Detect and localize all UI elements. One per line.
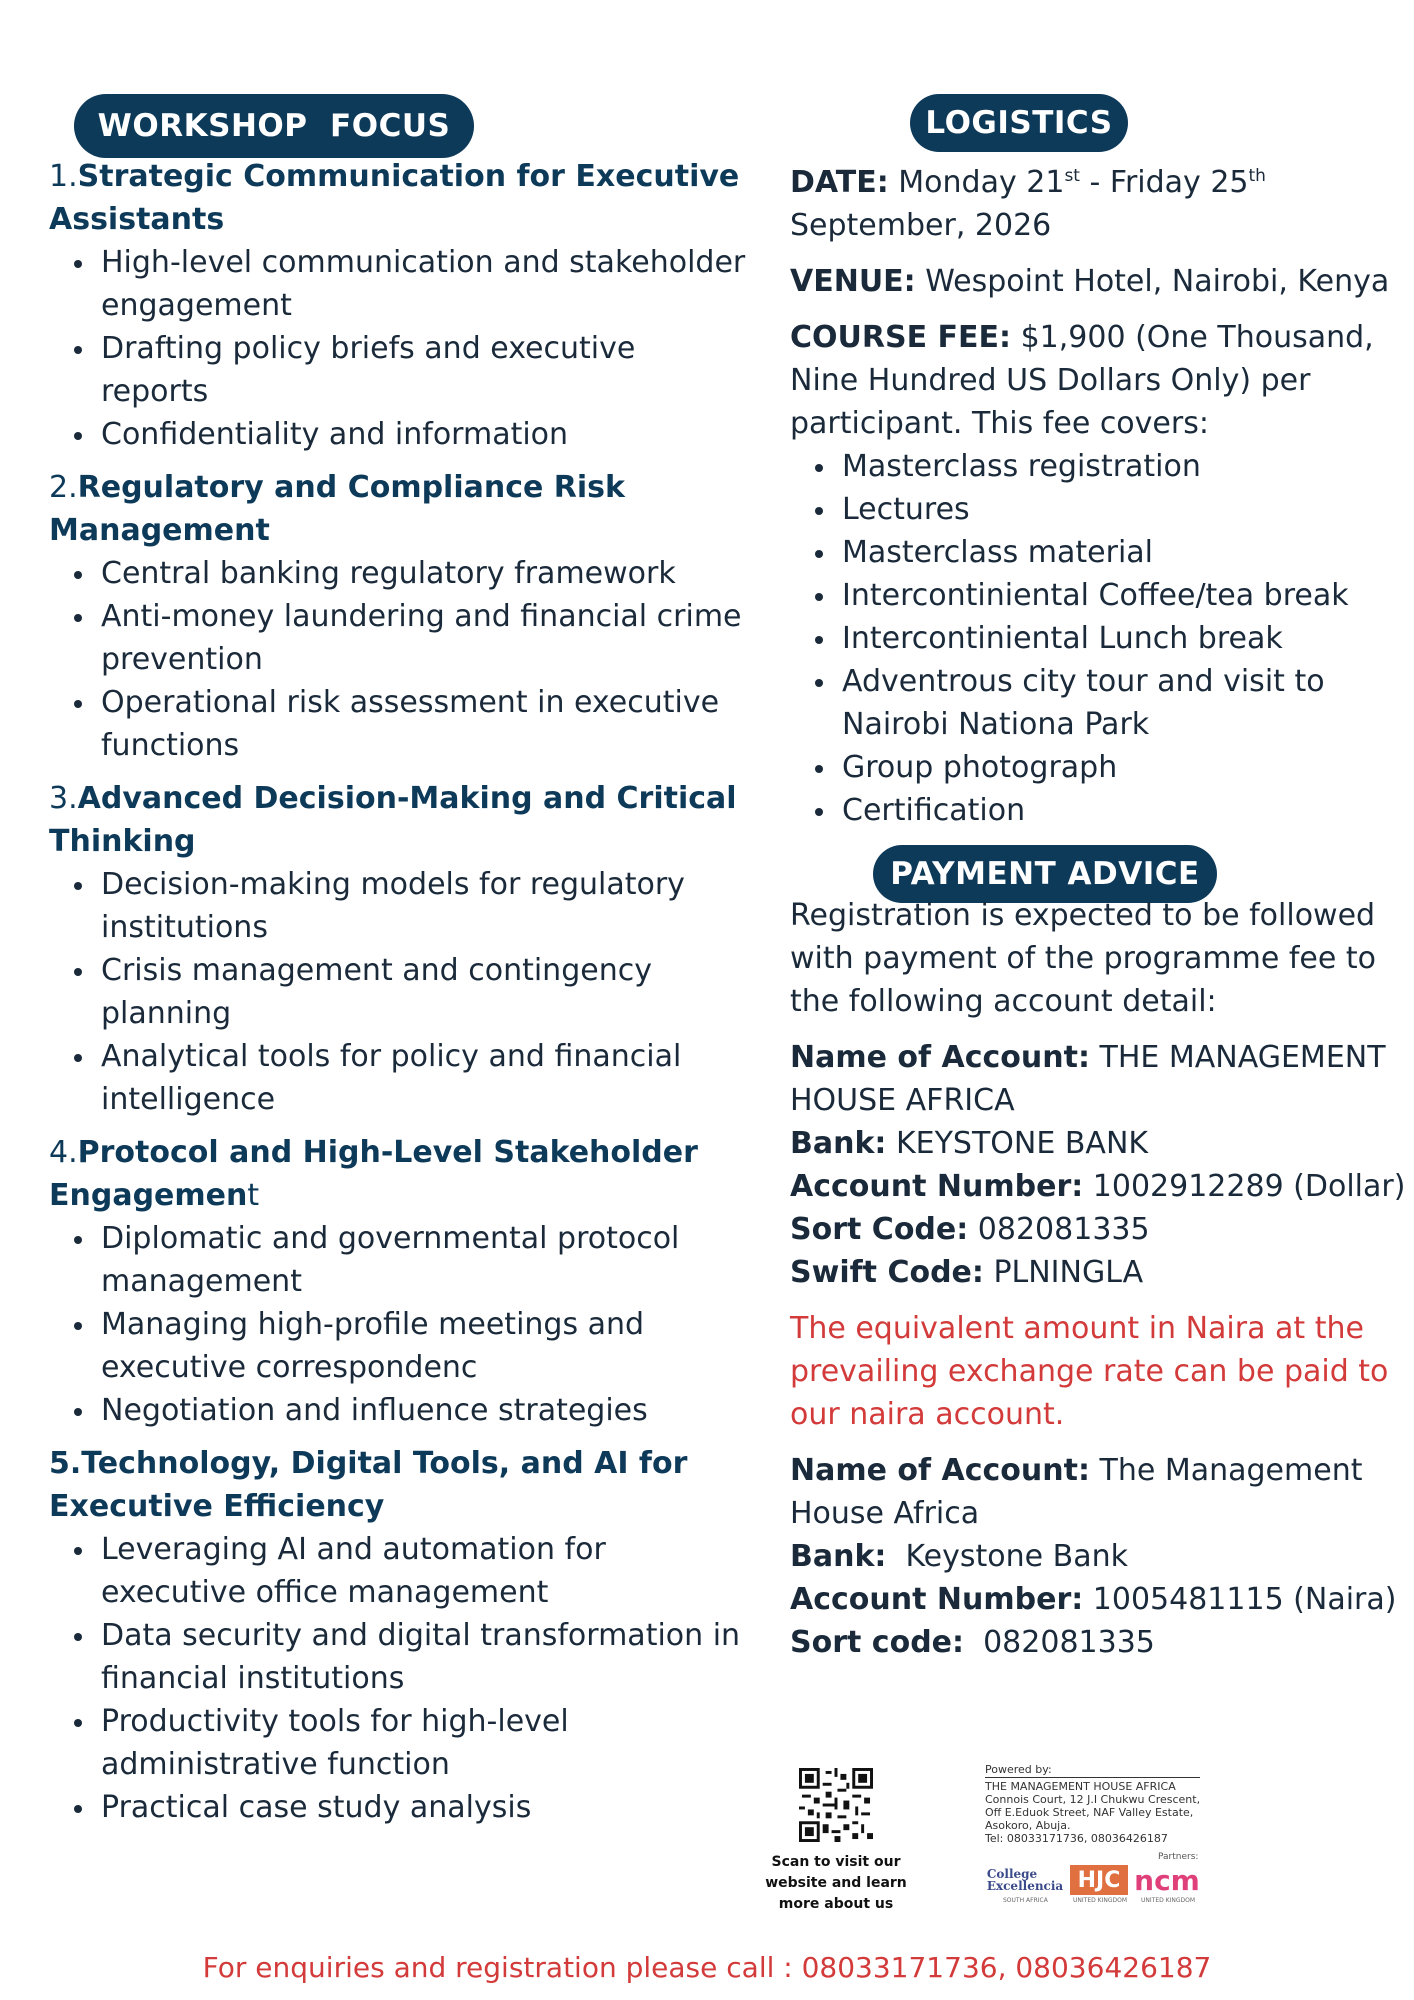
powered-by-block xyxy=(985,1763,1215,1845)
account-number-label: Account Number: xyxy=(790,1582,1084,1617)
date-label: DATE: xyxy=(790,165,889,200)
list-item: Lectures xyxy=(790,488,1395,531)
bank-line xyxy=(790,1535,1395,1578)
section-title-text: Advanced Decision-Making and Critical Thinking xyxy=(49,781,737,859)
sort-code-line xyxy=(790,1208,1395,1251)
company-address-line: Connois Court, 12 J.I Chukwu Crescent, xyxy=(985,1793,1201,1806)
list-item: Negotiation and influence strategies xyxy=(49,1389,749,1432)
company-address-line: Off E.Eduok Street, NAF Valley Estate, xyxy=(985,1806,1194,1819)
section-number: 4. xyxy=(49,1135,78,1170)
list-item: Operational risk assessment in executive functions xyxy=(49,681,749,767)
bank-value: KEYSTONE BANK xyxy=(895,1126,1149,1161)
date-start-suffix: st xyxy=(1064,166,1080,186)
sort-code-value: 082081335 xyxy=(977,1212,1150,1247)
list-item: Productivity tools for high-level administrative function xyxy=(49,1700,749,1786)
focus-section-title xyxy=(49,155,749,241)
partners-label: Partners: xyxy=(1158,1852,1199,1862)
hjc-logo: HJC xyxy=(1070,1865,1128,1895)
list-item: Drafting policy briefs and executive reports xyxy=(49,327,749,413)
focus-section-2 xyxy=(49,466,749,767)
qr-block xyxy=(760,1768,912,1915)
divider xyxy=(985,1777,1200,1778)
venue-label: VENUE: xyxy=(790,264,916,299)
swift-code-value: PLNINGLA xyxy=(993,1255,1144,1290)
partners-block xyxy=(985,1852,1220,1904)
focus-list xyxy=(49,1528,749,1829)
sort-code-line xyxy=(790,1621,1395,1664)
date-start: Monday 21 xyxy=(898,165,1065,200)
list-item: Intercontiniental Coffee/tea break xyxy=(790,574,1395,617)
focus-list xyxy=(49,863,749,1121)
section-title-text: Regulatory and Compliance Risk Management xyxy=(49,470,625,548)
focus-section-4 xyxy=(49,1131,749,1432)
logistics-column xyxy=(790,155,1406,1677)
logistics-heading: LOGISTICS xyxy=(910,94,1128,152)
ncm-logo: ncm xyxy=(1134,1863,1200,1897)
naira-note: The equivalent amount in Naira at the prevailing exchange rate can be paid to our naira account. xyxy=(790,1311,1389,1432)
list-item: Crisis management and contingency planning xyxy=(49,949,749,1035)
date-line xyxy=(790,155,1395,247)
venue-value: Wespoint Hotel, Nairobi, Kenya xyxy=(925,264,1390,299)
powered-by-label: Powered by: xyxy=(985,1763,1052,1776)
list-item: Anti-money laundering and financial crime prevention xyxy=(49,595,749,681)
list-item: Decision-making models for regulatory institutions xyxy=(49,863,749,949)
college-excellencia-logo: College Excellencia xyxy=(986,1867,1064,1893)
account-name-line xyxy=(790,1449,1395,1535)
partner-country: SOUTH AFRICA xyxy=(1003,1897,1048,1904)
partner-country: UNITED KINGDOM xyxy=(1073,1897,1127,1904)
focus-section-title xyxy=(49,777,749,863)
account-number-label: Account Number: xyxy=(790,1169,1084,1204)
date-end-suffix: th xyxy=(1248,166,1266,186)
swift-code-line xyxy=(790,1251,1395,1294)
list-item: Leveraging AI and automation for executive office management xyxy=(49,1528,749,1614)
section-number: 5. xyxy=(49,1446,82,1481)
focus-section-title xyxy=(49,466,749,552)
focus-section-5 xyxy=(49,1442,749,1829)
qr-caption: Scan to visit our website and learn more about us xyxy=(765,1854,907,1912)
fee-line xyxy=(790,316,1395,445)
payment-advice-heading: PAYMENT ADVICE xyxy=(873,845,1217,903)
section-title-text: Strategic Communication for Executive Assistants xyxy=(49,159,740,237)
focus-list xyxy=(49,241,749,456)
account-name-value: THE MANAGEMENT HOUSE AFRICA xyxy=(790,1040,1386,1118)
sort-code-label: Sort code: xyxy=(790,1625,965,1660)
bank-value: Keystone Bank xyxy=(905,1539,1128,1574)
bank-label: Bank: xyxy=(790,1539,887,1574)
list-item: Confidentiality and information xyxy=(49,413,749,456)
account-name-label: Name of Account: xyxy=(790,1453,1090,1488)
venue-line xyxy=(790,260,1395,303)
workshop-focus-heading-text: WORKSHOP FOCUS xyxy=(97,108,451,144)
focus-section-title xyxy=(49,1131,749,1217)
account-number-line xyxy=(790,1578,1395,1621)
section-number: 3. xyxy=(49,781,78,816)
list-item: Data security and digital transformation in financial institutions xyxy=(49,1614,749,1700)
focus-section-1 xyxy=(49,155,749,456)
swift-code-label: Swift Code: xyxy=(790,1255,984,1290)
section-title-tail: t xyxy=(247,1178,260,1213)
sort-code-value: 082081335 xyxy=(983,1625,1155,1660)
workshop-focus-column xyxy=(49,155,749,1839)
list-item: Analytical tools for policy and financial intelligence xyxy=(49,1035,749,1121)
list-item: Central banking regulatory framework xyxy=(49,552,749,595)
section-title-text: Technology, Digital Tools, and AI for Executive Efficiency xyxy=(49,1446,688,1524)
naira-account-details xyxy=(790,1449,1395,1664)
list-item: Masterclass registration xyxy=(790,445,1395,488)
list-item: Masterclass material xyxy=(790,531,1395,574)
date-year: September, 2026 xyxy=(790,208,1052,243)
account-name-line xyxy=(790,1036,1395,1122)
account-number-value: 1005481115 (Naira) xyxy=(1092,1582,1397,1617)
list-item: Adventrous city tour and visit to Nairobi Nationa Park xyxy=(790,660,1395,746)
payment-intro: Registration is expected to be followed with payment of the programme fee to the following account detail: xyxy=(790,898,1376,1019)
account-number-line xyxy=(790,1165,1406,1208)
account-name-value: The Management House Africa xyxy=(790,1453,1363,1531)
account-number-value: 1002912289 (Dollar) xyxy=(1092,1169,1406,1204)
company-phone-line: Tel: 08033171736, 08036426187 xyxy=(985,1832,1168,1845)
company-address-line: Asokoro, Abuja. xyxy=(985,1819,1071,1832)
sort-code-label: Sort Code: xyxy=(790,1212,969,1247)
section-title-text: Protocol and High-Level Stakeholder Engagemen xyxy=(49,1135,698,1213)
list-item: High-level communication and stakeholder engagement xyxy=(49,241,749,327)
enquiries-footer: For enquiries and registration please call : 08033171736, 08036426187 xyxy=(202,1951,1212,1984)
bank-label: Bank: xyxy=(790,1126,887,1161)
list-item: Group photograph xyxy=(790,746,1395,789)
company-name: THE MANAGEMENT HOUSE AFRICA xyxy=(985,1780,1176,1793)
focus-list xyxy=(49,1217,749,1432)
partner-country: UNITED KINGDOM xyxy=(1141,1897,1195,1904)
focus-section-3 xyxy=(49,777,749,1121)
fee-label: COURSE FEE: xyxy=(790,320,1012,355)
list-item: Certification xyxy=(790,789,1395,832)
section-number: 2. xyxy=(49,470,78,505)
dollar-account-details xyxy=(790,1036,1406,1294)
section-number: 1. xyxy=(49,159,78,194)
list-item: Intercontiniental Lunch break xyxy=(790,617,1395,660)
account-name-label: Name of Account: xyxy=(790,1040,1090,1075)
fee-covers-list xyxy=(790,445,1395,832)
list-item: Diplomatic and governmental protocol management xyxy=(49,1217,749,1303)
list-item: Managing high-profile meetings and executive correspondenc xyxy=(49,1303,749,1389)
focus-section-title xyxy=(49,1442,749,1528)
date-end: - Friday 25 xyxy=(1079,165,1249,200)
focus-list xyxy=(49,552,749,767)
qr-code[interactable] xyxy=(799,1768,873,1842)
list-item: Practical case study analysis xyxy=(49,1786,749,1829)
fee-value: $1,900 (One Thousand, Nine Hundred US Dollars Only) per participant. This fee covers: xyxy=(790,320,1374,441)
workshop-focus-heading xyxy=(74,94,474,158)
bank-line xyxy=(790,1122,1395,1165)
